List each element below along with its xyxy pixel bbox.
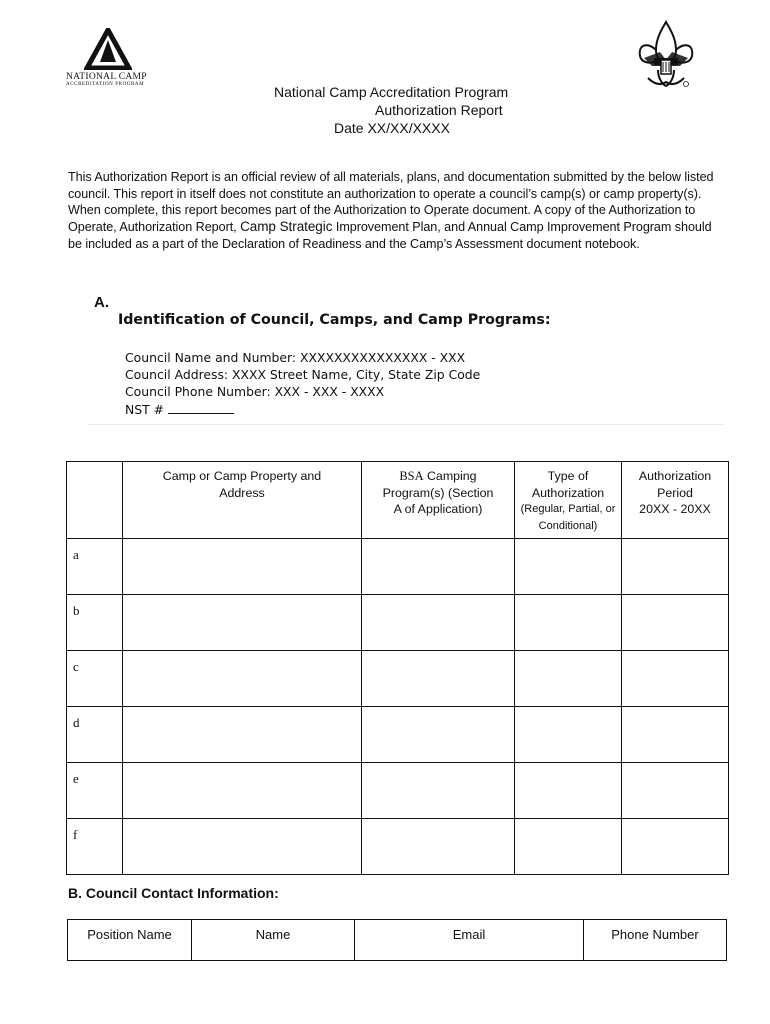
type-cell[interactable] [515, 707, 622, 763]
logo-line2: ACCREDITATION PROGRAM [66, 82, 145, 87]
intro-paragraph [68, 169, 728, 253]
nst-label: NST # [125, 402, 165, 417]
table-row [67, 819, 729, 875]
period-cell[interactable] [622, 539, 729, 595]
header-name: Name [192, 920, 355, 961]
camp-cell[interactable] [123, 539, 362, 595]
program-cell[interactable] [362, 539, 515, 595]
row-label: a [67, 539, 123, 595]
program-cell[interactable] [362, 651, 515, 707]
nst-field [125, 401, 234, 417]
header-position-name: Position Name [68, 920, 192, 961]
fleur-de-lis-eagle-icon [634, 20, 698, 90]
camp-cell[interactable] [123, 595, 362, 651]
row-label: f [67, 819, 123, 875]
table-row [67, 651, 729, 707]
council-name: Council Name and Number: XXXXXXXXXXXXXXX - XXX [125, 350, 466, 365]
intro-part2: Improvement Plan, and Annual Camp Improvement Program should be included as a part of the Declaration of Readiness and the Camp’s Assessment document notebook. [68, 220, 712, 251]
row-label: d [67, 707, 123, 763]
header-period-years: 20XX - 20XX [639, 502, 711, 516]
bsa-emblem [634, 20, 698, 95]
header-program [362, 462, 515, 539]
contact-table [67, 919, 727, 961]
table-row [67, 595, 729, 651]
header-period-main: Authorization Period [638, 469, 712, 500]
program-cell[interactable] [362, 595, 515, 651]
period-cell[interactable] [622, 819, 729, 875]
header-type [515, 462, 622, 539]
type-cell[interactable] [515, 539, 622, 595]
nst-blank[interactable] [168, 401, 234, 414]
national-camp-logo [66, 28, 156, 94]
section-a-letter: A. [94, 294, 109, 311]
row-label: b [67, 595, 123, 651]
header-program-text: Camping Program(s) (Section A of Application) [382, 469, 494, 516]
report-title: Authorization Report [375, 102, 503, 118]
period-cell[interactable] [622, 651, 729, 707]
program-cell[interactable] [362, 707, 515, 763]
header-period [622, 462, 729, 539]
type-cell[interactable] [515, 595, 622, 651]
report-program-title: National Camp Accreditation Program [274, 84, 509, 100]
camps-table-header [67, 462, 729, 539]
camp-cell[interactable] [123, 819, 362, 875]
section-a-title: Identification of Council, Camps, and Camp Programs: [118, 312, 551, 328]
type-cell[interactable] [515, 819, 622, 875]
report-date: Date XX/XX/XXXX [334, 120, 450, 136]
intro-highlight: Camp Strategic [240, 219, 333, 235]
table-row [67, 707, 729, 763]
period-cell[interactable] [622, 707, 729, 763]
period-cell[interactable] [622, 763, 729, 819]
type-cell[interactable] [515, 763, 622, 819]
header-email: Email [355, 920, 584, 961]
program-cell[interactable] [362, 819, 515, 875]
council-phone: Council Phone Number: XXX - XXX - XXXX [125, 384, 385, 399]
tent-triangle-icon [84, 28, 132, 70]
header-camp-text: Camp or Camp Property and Address [162, 469, 322, 500]
camp-cell[interactable] [123, 651, 362, 707]
header-type-sub: (Regular, Partial, or Conditional) [520, 503, 616, 532]
intro-part1: This Authorization Report is an official review of all materials, plans, and documentation submitted by the below listed council. This report in itself does not constitute an authorization to operate a council’s camp(s) or camp property(s). When complete, this report becomes part of the Authorization to Operate document. A copy of the Authorization to Operate, Authorization Report, [68, 170, 714, 235]
logo-line1: NATIONAL CAMP [66, 72, 147, 82]
table-row [67, 763, 729, 819]
contact-table-header [68, 920, 727, 961]
row-label: e [67, 763, 123, 819]
header-program-bsa: BSA [399, 469, 424, 483]
table-row [67, 539, 729, 595]
divider [88, 424, 724, 425]
section-b-title: B. Council Contact Information: [68, 885, 279, 901]
camp-cell[interactable] [123, 763, 362, 819]
header-blank [67, 462, 123, 539]
header-camp [123, 462, 362, 539]
type-cell[interactable] [515, 651, 622, 707]
camp-cell[interactable] [123, 707, 362, 763]
program-cell[interactable] [362, 763, 515, 819]
camps-table [66, 461, 729, 875]
period-cell[interactable] [622, 595, 729, 651]
header-phone-number: Phone Number [584, 920, 727, 961]
council-address: Council Address: XXXX Street Name, City, State Zip Code [125, 367, 481, 382]
row-label: c [67, 651, 123, 707]
header-type-main: Type of Authorization [531, 469, 605, 500]
